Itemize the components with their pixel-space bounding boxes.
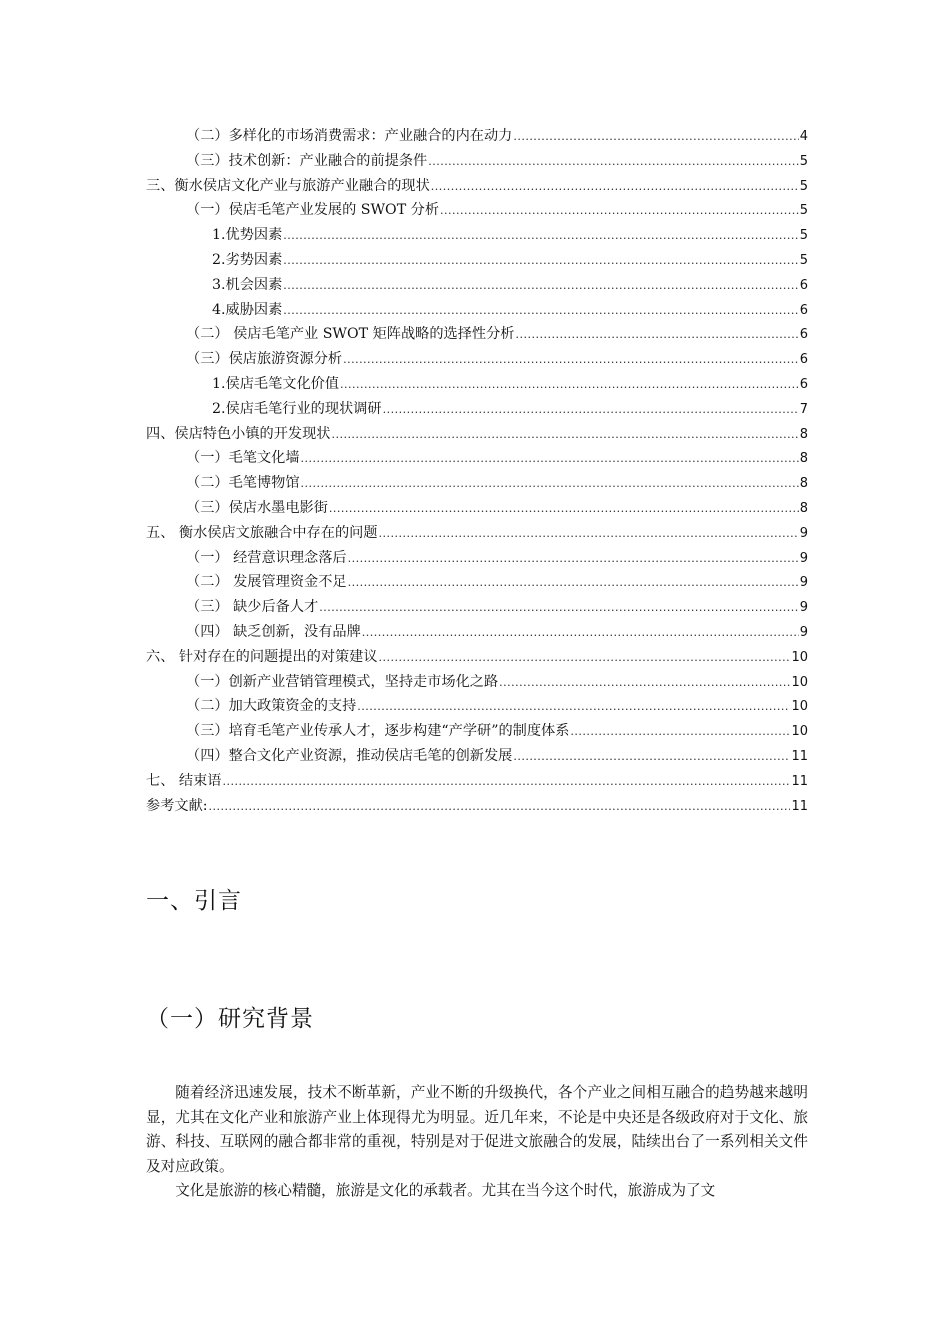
toc-dot-leader bbox=[431, 175, 799, 200]
toc-entry-title: 4.威胁因素 bbox=[212, 301, 283, 318]
toc-entry[interactable] bbox=[146, 223, 808, 248]
toc-entry-title: （一）创新产业营销管理模式，坚持走市场化之路 bbox=[186, 673, 499, 690]
toc-dot-leader bbox=[570, 720, 790, 745]
toc-entry-title: （三）侯店水墨电影街 bbox=[186, 499, 328, 516]
toc-dot-leader bbox=[340, 373, 799, 398]
toc-page-number: 6 bbox=[799, 302, 808, 318]
toc-dot-leader bbox=[301, 447, 799, 472]
toc-page-number: 9 bbox=[799, 600, 808, 616]
toc-page-number: 4 bbox=[799, 129, 808, 144]
toc-entry-title: （四）整合文化产业资源，推动侯店毛笔的创新发展 bbox=[186, 747, 513, 764]
toc-entry-title: （一）侯店毛笔产业发展的 SWOT 分析 bbox=[186, 202, 440, 219]
toc-entry[interactable] bbox=[146, 794, 808, 819]
toc-entry-title: （一）毛笔文化墙 bbox=[186, 450, 300, 467]
toc-dot-leader bbox=[516, 323, 799, 348]
toc-dot-leader bbox=[513, 125, 798, 150]
toc-page-number: 9 bbox=[799, 624, 808, 640]
toc-entry[interactable] bbox=[146, 347, 808, 372]
toc-page-number: 10 bbox=[791, 724, 808, 740]
toc-page-number: 5 bbox=[799, 252, 808, 268]
toc-page-number: 5 bbox=[799, 228, 808, 244]
toc-entry[interactable] bbox=[146, 744, 808, 769]
paragraph: 文化是旅游的核心精髓，旅游是文化的承载者。尤其在当今这个时代，旅游成为了文 bbox=[175, 1182, 716, 1200]
toc-page-number: 5 bbox=[799, 178, 808, 194]
toc-dot-leader bbox=[428, 150, 799, 175]
toc-entry-title: 2.侯店毛笔行业的现状调研 bbox=[212, 400, 382, 417]
toc-entry-title: 参考文献: bbox=[146, 797, 208, 814]
toc-dot-leader bbox=[283, 299, 798, 324]
toc-entry-title: 1.侯店毛笔文化价值 bbox=[212, 375, 340, 392]
toc-entry[interactable] bbox=[146, 372, 808, 397]
toc-entry-title: （二）多样化的市场消费需求：产业融合的内在动力 bbox=[186, 128, 513, 144]
toc-entry[interactable] bbox=[146, 397, 808, 422]
toc-entry-title: 1.优势因素 bbox=[212, 227, 283, 244]
toc-dot-leader bbox=[222, 770, 790, 795]
toc-dot-leader bbox=[379, 646, 791, 671]
toc-dot-leader bbox=[440, 199, 799, 224]
toc-entry[interactable] bbox=[146, 546, 808, 571]
toc-dot-leader bbox=[283, 224, 798, 249]
toc-entry-title: 七、 结束语 bbox=[146, 772, 222, 789]
toc-entry-title: 2.劣势因素 bbox=[212, 251, 283, 268]
body-text bbox=[146, 1081, 808, 1204]
toc-entry[interactable] bbox=[146, 496, 808, 521]
toc-page-number: 9 bbox=[799, 525, 808, 541]
toc-page-number: 11 bbox=[791, 798, 808, 814]
toc-entry[interactable] bbox=[146, 620, 808, 645]
toc-page-number: 10 bbox=[791, 699, 808, 715]
toc-entry[interactable] bbox=[146, 670, 808, 695]
toc-entry-title: （二） 侯店毛笔产业 SWOT 矩阵战略的选择性分析 bbox=[186, 326, 515, 343]
toc-page-number: 7 bbox=[799, 401, 808, 417]
toc-entry-title: 四、侯店特色小镇的开发现状 bbox=[146, 425, 331, 442]
toc-dot-leader bbox=[362, 621, 799, 646]
toc-entry[interactable] bbox=[146, 446, 808, 471]
toc-dot-leader bbox=[379, 522, 799, 547]
toc-entry[interactable] bbox=[146, 422, 808, 447]
toc-entry-title: （三） 缺少后备人才 bbox=[186, 599, 319, 616]
toc-page-number: 11 bbox=[791, 773, 808, 789]
toc-entry[interactable] bbox=[146, 322, 808, 347]
toc-dot-leader bbox=[348, 547, 799, 572]
toc-entry-title: 五、 衡水侯店文旅融合中存在的问题 bbox=[146, 524, 378, 541]
toc-dot-leader bbox=[499, 671, 790, 696]
toc-page-number: 8 bbox=[799, 451, 808, 467]
toc-dot-leader bbox=[319, 596, 799, 621]
toc-page-number: 8 bbox=[799, 476, 808, 492]
toc-dot-leader bbox=[383, 398, 799, 423]
toc-dot-leader bbox=[209, 795, 791, 820]
toc-entry[interactable] bbox=[146, 471, 808, 496]
toc-page-number: 5 bbox=[799, 153, 808, 169]
toc-entry[interactable] bbox=[146, 595, 808, 620]
toc-page-number: 6 bbox=[799, 352, 808, 368]
toc-entry-title: （一） 经营意识理念落后 bbox=[186, 549, 347, 566]
toc-entry[interactable] bbox=[146, 198, 808, 223]
toc-entry-title: （三）侯店旅游资源分析 bbox=[186, 351, 343, 368]
toc-page-number: 10 bbox=[791, 649, 808, 665]
toc-dot-leader bbox=[329, 497, 799, 522]
toc-page-number: 5 bbox=[799, 203, 808, 219]
toc-page-number: 6 bbox=[799, 327, 808, 343]
toc-dot-leader bbox=[513, 745, 790, 770]
toc-dot-leader bbox=[343, 348, 799, 373]
toc-page-number: 8 bbox=[799, 500, 808, 516]
table-of-contents bbox=[146, 124, 808, 818]
toc-entry[interactable] bbox=[146, 521, 808, 546]
toc-entry-title: （二）毛笔博物馆 bbox=[186, 475, 300, 492]
toc-entry[interactable] bbox=[146, 645, 808, 670]
toc-page-number: 8 bbox=[799, 426, 808, 442]
toc-entry[interactable] bbox=[146, 248, 808, 273]
toc-entry[interactable] bbox=[146, 174, 808, 199]
toc-dot-leader bbox=[348, 571, 799, 596]
toc-dot-leader bbox=[283, 249, 798, 274]
toc-dot-leader bbox=[283, 274, 798, 299]
toc-entry[interactable] bbox=[146, 570, 808, 595]
toc-entry-title: 六、 针对存在的问题提出的对策建议 bbox=[146, 648, 378, 665]
toc-entry-title: 三、衡水侯店文化产业与旅游产业融合的现状 bbox=[146, 177, 430, 194]
toc-entry[interactable] bbox=[146, 719, 808, 744]
toc-entry[interactable] bbox=[146, 298, 808, 323]
toc-page-number: 9 bbox=[799, 575, 808, 591]
toc-entry-title: （二）加大政策资金的支持 bbox=[186, 698, 357, 715]
toc-dot-leader bbox=[301, 472, 799, 497]
toc-entry-title: （二） 发展管理资金不足 bbox=[186, 574, 347, 591]
toc-entry[interactable] bbox=[146, 273, 808, 298]
toc-entry-title: 3.机会因素 bbox=[212, 276, 283, 293]
toc-page-number: 6 bbox=[799, 277, 808, 293]
toc-entry[interactable] bbox=[146, 149, 808, 174]
toc-entry-title: （三）技术创新：产业融合的前提条件 bbox=[186, 152, 428, 169]
toc-entry-title: （三）培育毛笔产业传承人才，逐步构建“产学研”的制度体系 bbox=[186, 723, 570, 740]
toc-dot-leader bbox=[357, 695, 790, 720]
toc-entry[interactable] bbox=[146, 124, 808, 149]
subsection-heading-research-background: （一）研究背景 bbox=[146, 1006, 314, 1032]
section-heading-introduction: 一、引言 bbox=[146, 888, 242, 914]
toc-dot-leader bbox=[331, 423, 798, 448]
paragraph: 随着经济迅速发展，技术不断革新，产业不断的升级换代，各个产业之间相互融合的趋势越来越明显，尤其在文化产业和旅游产业上体现得尤为明显。近几年来，不论是中央还是各级政府对于文化、旅游、科技、互联网的融合都非常的重视，特别是对于促进文旅融合的发展，陆续出台了一系列相关文件及对应政策。 bbox=[146, 1084, 808, 1175]
toc-page-number: 9 bbox=[799, 550, 808, 566]
toc-entry[interactable] bbox=[146, 769, 808, 794]
toc-page-number: 10 bbox=[791, 674, 808, 690]
toc-entry-title: （四） 缺乏创新，没有品牌 bbox=[186, 623, 361, 640]
toc-page-number: 6 bbox=[799, 376, 808, 392]
toc-page-number: 11 bbox=[791, 748, 808, 764]
toc-entry[interactable] bbox=[146, 694, 808, 719]
